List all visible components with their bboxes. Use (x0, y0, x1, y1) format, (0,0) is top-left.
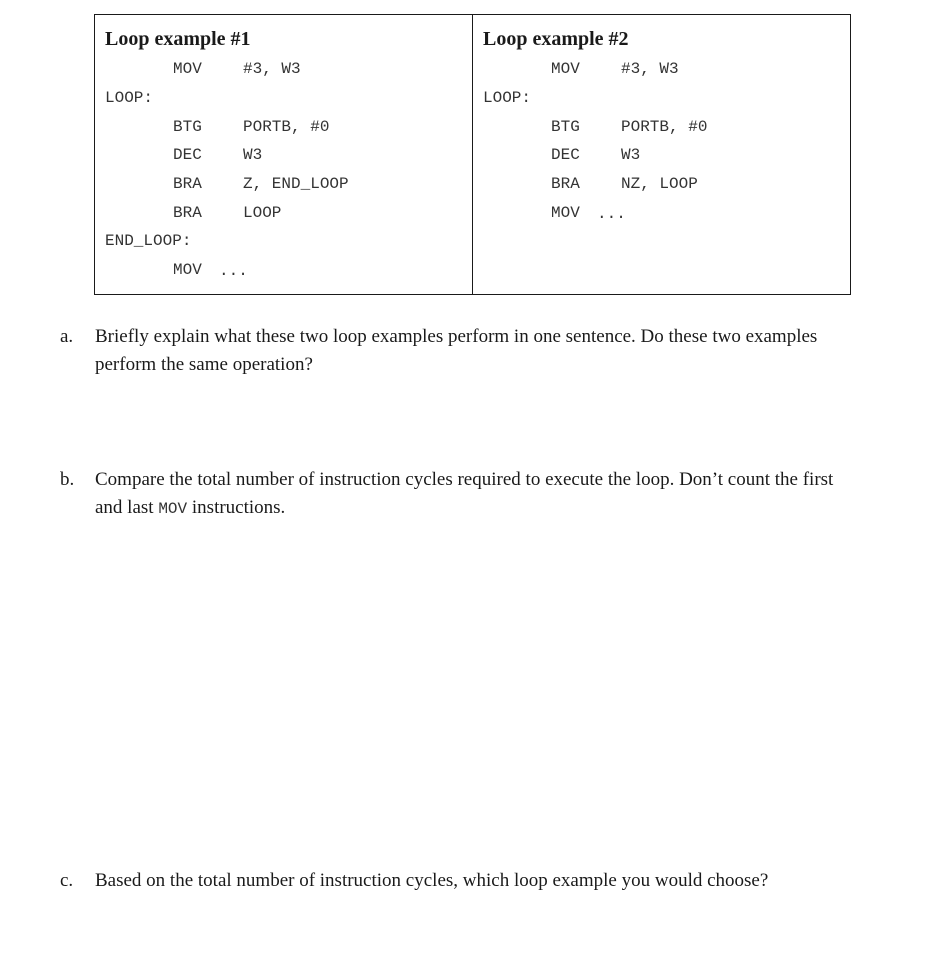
question-b-text-after: instructions. (187, 497, 286, 518)
question-b-text (95, 466, 855, 523)
question-b-marker: b. (60, 469, 75, 490)
code-op: BRA (173, 204, 202, 222)
question-a (60, 323, 860, 383)
question-c-marker: c. (60, 870, 74, 891)
loop-example-2-cell (473, 15, 851, 294)
code-args: #3, W3 (243, 60, 301, 78)
code-args: W3 (621, 146, 641, 164)
code-args: LOOP (243, 204, 282, 222)
code-ellipsis: ... (597, 205, 626, 223)
code-op: MOV (551, 60, 580, 78)
code-op: BTG (551, 118, 580, 136)
code-op: BRA (173, 175, 202, 193)
question-b-text-before: Compare the total number of instruction cycles required to execute the loop. Don’t count the first and last (95, 469, 834, 518)
loop-example-1-title: Loop example #1 (105, 28, 251, 50)
code-args: PORTB, #0 (243, 118, 330, 136)
question-c (60, 867, 860, 897)
code-label: END_LOOP: (105, 232, 192, 250)
loop-example-2-title: Loop example #2 (483, 28, 629, 50)
code-label: LOOP: (483, 89, 532, 107)
code-op: MOV (173, 60, 202, 78)
code-args: PORTB, #0 (621, 118, 708, 136)
code-args: NZ, LOOP (621, 175, 698, 193)
code-op: DEC (173, 146, 202, 164)
code-args: #3, W3 (621, 60, 679, 78)
question-a-marker: a. (60, 326, 74, 347)
question-b (60, 466, 860, 526)
code-args: W3 (243, 146, 263, 164)
code-label: LOOP: (105, 89, 154, 107)
loop-example-1-cell (95, 15, 472, 294)
code-op: MOV (173, 261, 202, 279)
question-b-code: MOV (158, 500, 188, 518)
code-op: MOV (551, 204, 580, 222)
question-c-text: Based on the total number of instruction cycles, which loop example you would choose? (95, 870, 769, 891)
loop-examples-table (94, 14, 851, 295)
code-op: BRA (551, 175, 580, 193)
code-op: DEC (551, 146, 580, 164)
code-ellipsis: ... (219, 262, 248, 280)
code-args: Z, END_LOOP (243, 175, 349, 193)
code-op: BTG (173, 118, 202, 136)
question-a-text: Briefly explain what these two loop examples perform in one sentence. Do these two examples perform the same operation? (95, 326, 818, 375)
